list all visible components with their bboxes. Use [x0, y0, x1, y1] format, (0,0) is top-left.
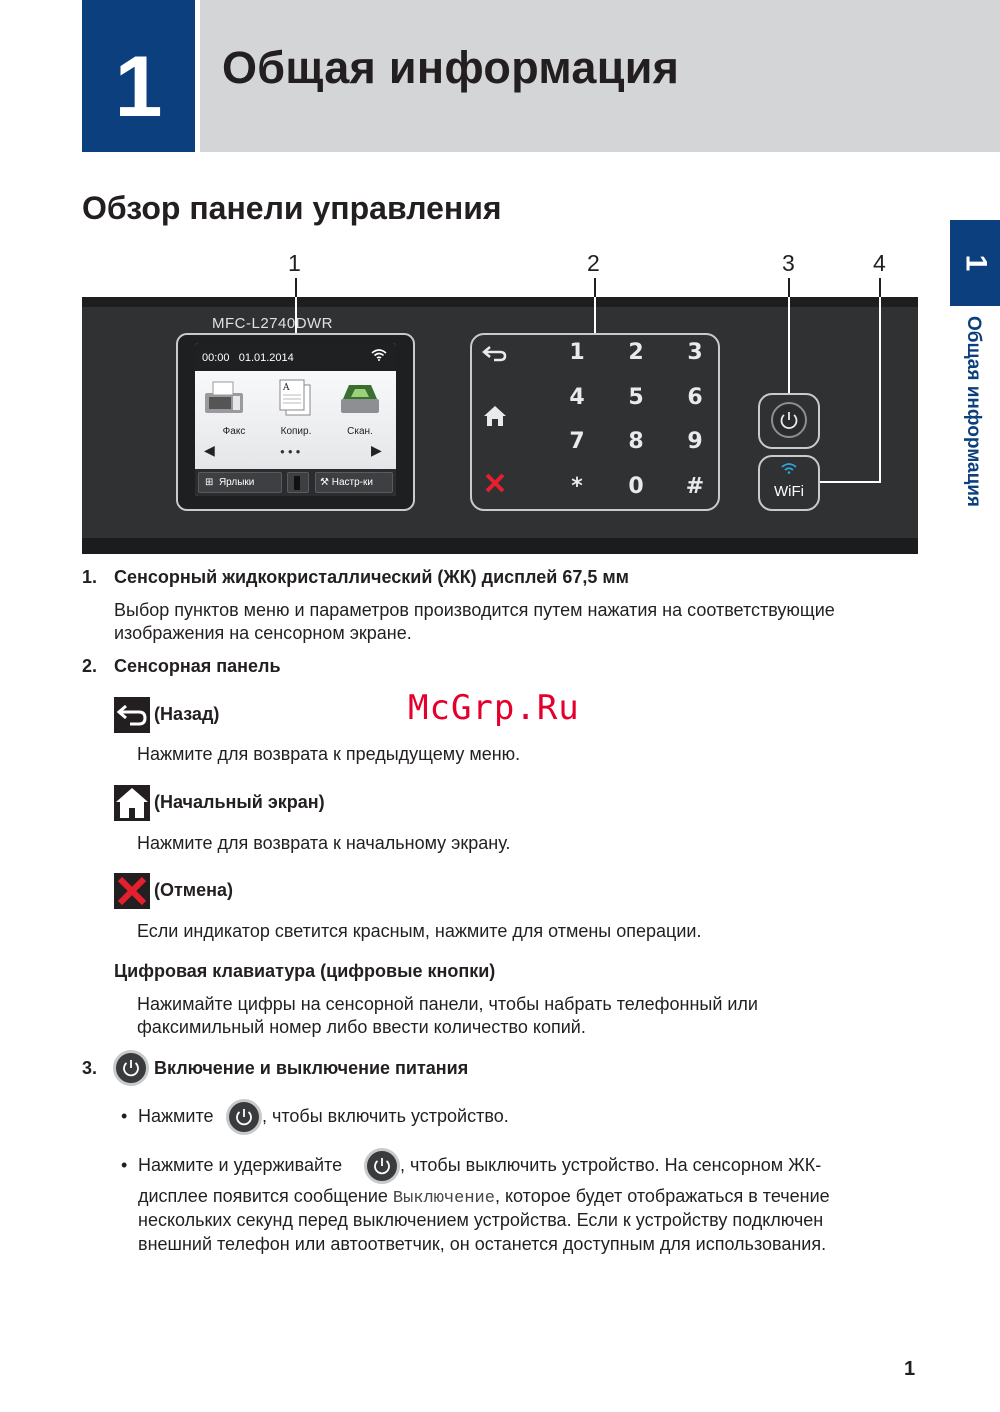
cancel-desc: Если индикатор светится красным, нажмите для отмены операции. [137, 921, 702, 941]
lcd-toner-button[interactable] [287, 472, 309, 493]
lcd-datetime: 00:00 01.01.2014 [202, 352, 294, 364]
back-desc: Нажмите для возврата к предыдущему меню. [137, 744, 521, 764]
item-1-title: Сенсорный жидкокристаллический (ЖК) дисплей 67,5 мм [114, 567, 629, 587]
home-icon[interactable] [483, 404, 507, 428]
callout-1: 1 [288, 250, 301, 276]
plus-icon: ⊞ [205, 477, 214, 488]
side-tab-text: Общая информация [963, 316, 984, 508]
lcd-label-copy: Копир. [280, 426, 312, 437]
chapter-title: Общая информация [222, 42, 680, 93]
message-code: Выключение [392, 1189, 495, 1208]
item-1-desc-line-1: Выбор пунктов меню и параметров производится путем нажатия на соответствующие [114, 600, 835, 620]
back-icon [114, 697, 150, 733]
chapter-number-box [82, 0, 195, 152]
copy-icon[interactable] [274, 377, 316, 419]
page-number: 1 [904, 1358, 916, 1380]
key-0[interactable]: 0 [628, 474, 644, 499]
lcd-label-scan: Скан. [347, 426, 373, 437]
callout-line-2-top [594, 278, 596, 297]
item-2-number: 2. [82, 656, 98, 676]
wifi-button[interactable] [758, 455, 820, 511]
key-hash[interactable]: # [685, 474, 705, 499]
callout-line-4-top [879, 278, 881, 297]
chapter-number: 1 [114, 38, 163, 135]
callout-line-3-top [788, 278, 790, 297]
panel-top-edge [82, 297, 918, 307]
key-3[interactable]: 3 [687, 340, 703, 365]
key-2[interactable]: 2 [628, 340, 644, 365]
panel-bottom-edge [82, 538, 918, 554]
home-screen-icon [114, 785, 150, 821]
wifi-label: WiFi [774, 483, 804, 500]
wifi-signal-icon [760, 461, 818, 479]
key-9[interactable]: 9 [687, 429, 703, 454]
side-tab-number: 1 [959, 254, 992, 272]
scan-icon[interactable] [339, 377, 381, 419]
item-3-number: 3. [82, 1058, 98, 1078]
touchscreen-lcd[interactable] [195, 343, 396, 496]
lcd-bottom-bar [195, 469, 396, 496]
home-desc: Нажмите для возврата к начальному экрану. [137, 833, 511, 853]
power-icon-item3 [113, 1050, 149, 1086]
bullet-2-text-a: Нажмите и удерживайте [138, 1155, 343, 1175]
bullet-1-marker: • [121, 1106, 128, 1126]
item-1-number: 1. [82, 567, 98, 587]
home-title: (Начальный экран) [154, 792, 325, 812]
back-arrow-icon[interactable] [482, 343, 508, 363]
callout-2: 2 [587, 250, 600, 276]
bullet-1-text-b: , чтобы включить устройство. [262, 1106, 509, 1126]
lcd-left-arrow-icon[interactable]: ◀ [204, 442, 215, 458]
cancel-icon [114, 873, 150, 909]
svg-text:A: A [283, 383, 290, 393]
section-title: Обзор панели управления [82, 190, 502, 226]
cancel-x-icon[interactable] [484, 472, 506, 494]
lcd-right-arrow-icon[interactable]: ▶ [371, 442, 382, 458]
keypad-desc-line-1: Нажимайте цифры на сенсорной панели, чтобы набрать телефонный или [137, 994, 758, 1014]
keypad-title: Цифровая клавиатура (цифровые кнопки) [114, 961, 496, 981]
key-4[interactable]: 4 [569, 385, 585, 410]
lcd-shortcuts-button[interactable]: ⊞ Ярлыки [198, 472, 282, 493]
bullet-2-marker: • [121, 1155, 128, 1175]
power-icon-bullet-1 [226, 1099, 262, 1135]
key-5[interactable]: 5 [628, 385, 644, 410]
callout-line-4-horizontal [820, 481, 881, 483]
key-6[interactable]: 6 [687, 385, 703, 410]
key-7[interactable]: 7 [569, 429, 585, 454]
power-button[interactable] [758, 393, 820, 449]
toner-icon [294, 476, 300, 490]
callout-line-4 [879, 297, 881, 483]
lcd-label-fax: Факс [222, 426, 246, 437]
bullet-2-text-b: , чтобы выключить устройство. На сенсорном ЖК- [400, 1155, 822, 1175]
bullet-1-text-a: Нажмите [138, 1106, 214, 1126]
lcd-page-dots: ●●● [280, 447, 304, 456]
model-name: MFC-L2740DWR [212, 315, 334, 332]
power-icon-bullet-2 [364, 1148, 400, 1184]
fax-icon[interactable] [203, 377, 245, 419]
keypad-desc-line-2: факсимильный номер либо ввести количество копий. [137, 1017, 586, 1037]
bullet-2-line-4: внешний телефон или автоответчик, он останется доступным для использования. [138, 1234, 827, 1254]
lcd-settings-button[interactable]: ⚒ Настр-ки [315, 472, 393, 493]
cancel-title: (Отмена) [154, 880, 234, 900]
tools-icon: ⚒ [320, 477, 329, 488]
power-icon [771, 402, 807, 438]
key-star[interactable]: * [571, 474, 583, 499]
bullet-2-line-3: нескольких секунд перед выключением устройства. Если к устройству подключен [138, 1210, 824, 1230]
item-3-title: Включение и выключение питания [154, 1058, 469, 1078]
callout-line-3 [788, 297, 790, 393]
item-2-title: Сенсорная панель [114, 656, 281, 676]
lcd-status-bar [195, 343, 396, 371]
callout-4: 4 [873, 250, 886, 276]
wifi-icon [371, 349, 387, 364]
item-1-desc-line-2: изображения на сенсорном экране. [114, 623, 412, 643]
watermark: McGrp.Ru [408, 688, 580, 728]
key-1[interactable]: 1 [569, 340, 585, 365]
callout-3: 3 [782, 250, 795, 276]
lcd-home-screen [195, 371, 396, 469]
bullet-2-line-2: дисплее появится сообщение Выключение, которое будет отображаться в течение [138, 1186, 830, 1208]
back-title: (Назад) [154, 704, 220, 724]
callout-line-2 [594, 297, 596, 333]
key-8[interactable]: 8 [628, 429, 644, 454]
